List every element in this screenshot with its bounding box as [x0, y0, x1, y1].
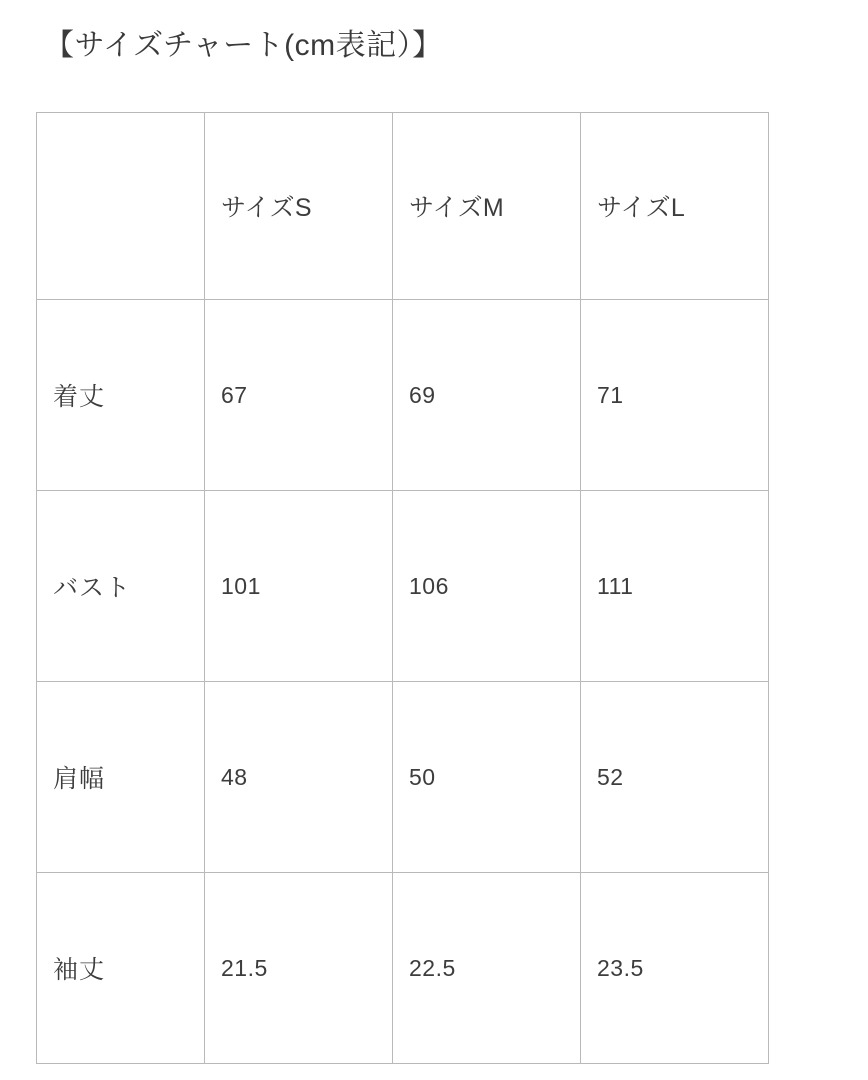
table-body: [37, 300, 769, 1064]
column-header-size-s: サイズS: [205, 113, 393, 300]
table-header-row: [37, 113, 769, 300]
cell-length-l: 71: [581, 300, 769, 491]
row-label-bust: バスト: [37, 491, 205, 682]
page-title: 【サイズチャート(cm表記）】: [44, 29, 443, 62]
cell-bust-l: 111: [581, 491, 769, 682]
table-row: [37, 300, 769, 491]
cell-length-s: 67: [205, 300, 393, 491]
cell-shoulder-l: 52: [581, 682, 769, 873]
table-row: [37, 873, 769, 1064]
cell-sleeve-s: 21.5: [205, 873, 393, 1064]
column-header-size-m: サイズM: [393, 113, 581, 300]
cell-sleeve-l: 23.5: [581, 873, 769, 1064]
row-label-length: 着丈: [37, 300, 205, 491]
cell-bust-s: 101: [205, 491, 393, 682]
cell-sleeve-m: 22.5: [393, 873, 581, 1064]
cell-length-m: 69: [393, 300, 581, 491]
cell-shoulder-s: 48: [205, 682, 393, 873]
column-header-size-l: サイズL: [581, 113, 769, 300]
row-label-shoulder-width: 肩幅: [37, 682, 205, 873]
table-corner-cell: [37, 113, 205, 300]
row-label-sleeve-length: 袖丈: [37, 873, 205, 1064]
table-row: [37, 682, 769, 873]
size-chart-table-container: [36, 112, 768, 1064]
cell-bust-m: 106: [393, 491, 581, 682]
size-chart-table: [36, 112, 769, 1064]
cell-shoulder-m: 50: [393, 682, 581, 873]
table-row: [37, 491, 769, 682]
table-header: [37, 113, 769, 300]
